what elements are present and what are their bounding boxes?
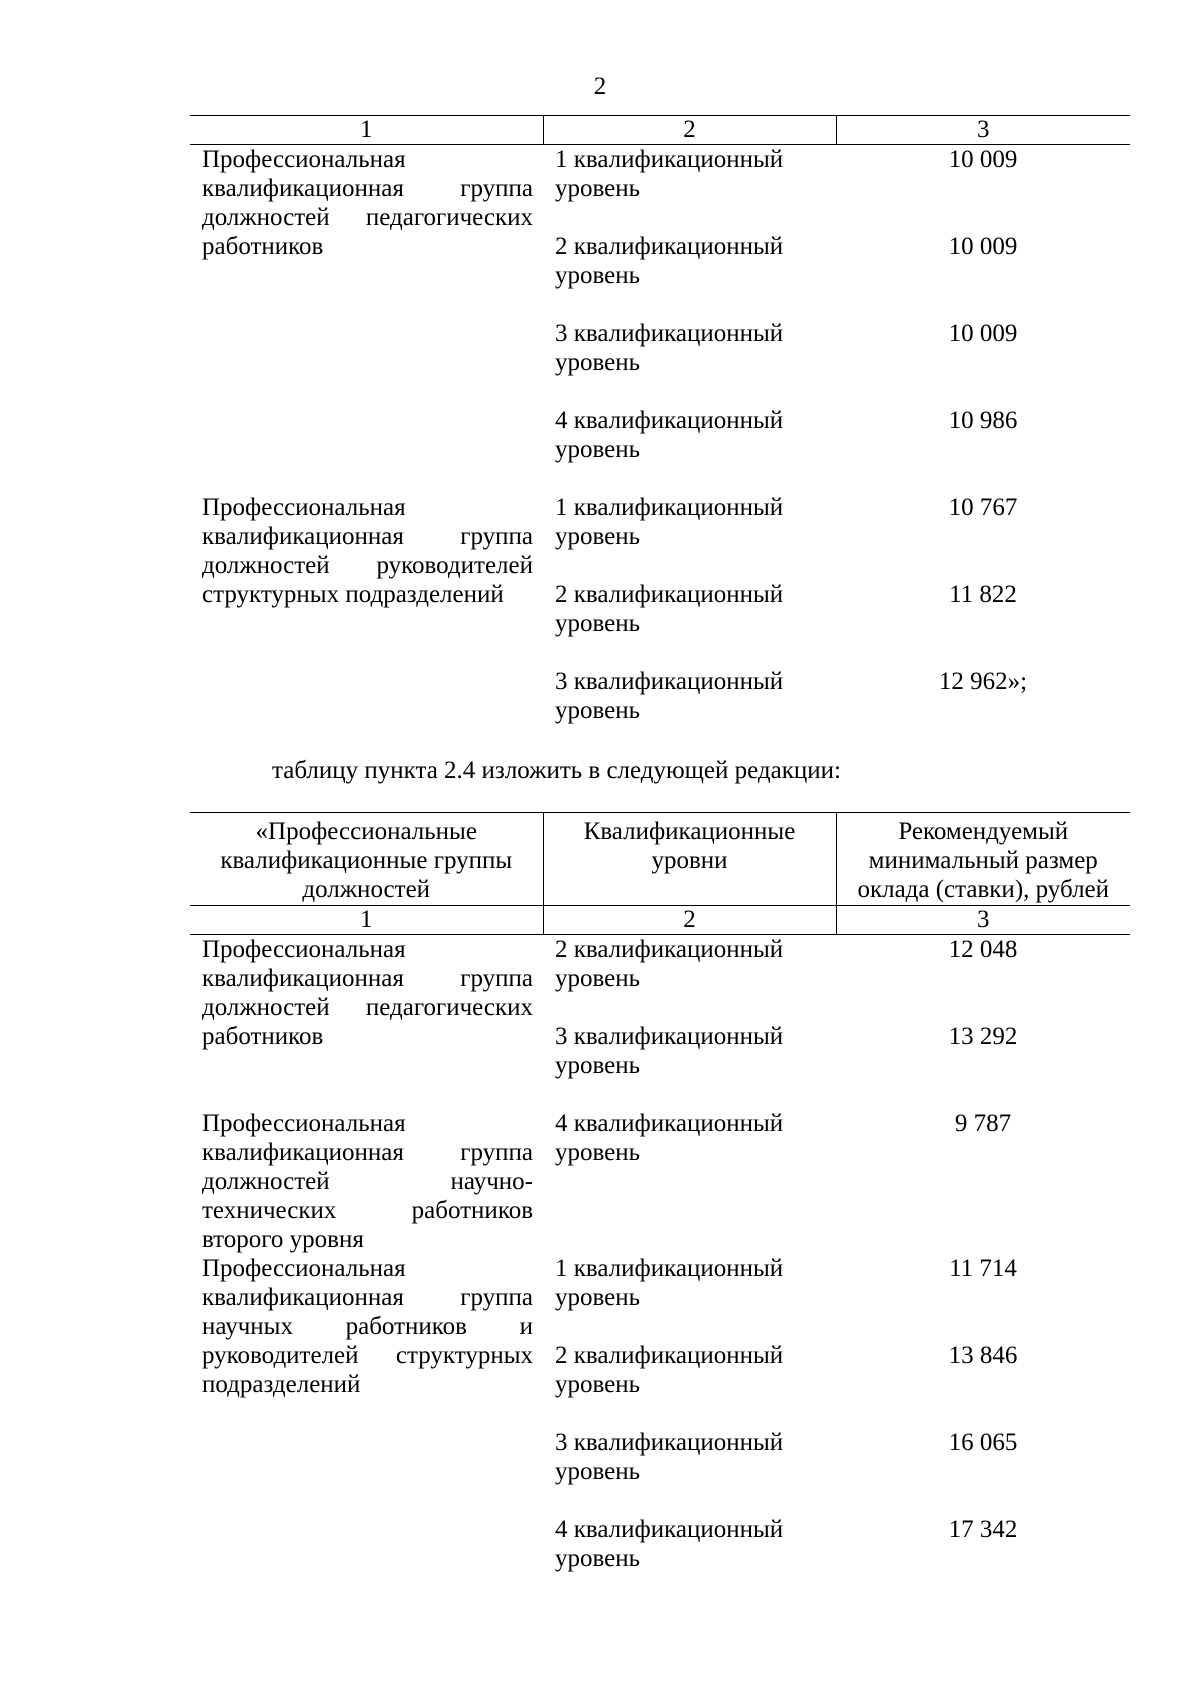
level-cell: 2 квалификационный уровень [555,581,784,637]
level-cell: 1 квалификационный уровень [555,1255,784,1311]
group-name-cell: Профессиональная квалификационная группа должностей научно-технических работников второго уровня [202,1110,533,1253]
salary-value-cell: 13 292 [948,1023,1018,1050]
column-number-row [190,906,1130,935]
intro-paragraph: таблицу пункта 2.4 изложить в следующей редакции: [272,757,841,784]
header-cell-salary: Рекомендуемый минимальный размер оклада (ставки), рублей [836,813,1130,906]
table-row [190,1109,1130,1254]
salary-value-cell: 11 714 [949,1255,1017,1282]
level-cell: 2 квалификационный уровень [555,1342,784,1398]
column-number: 1 [190,116,543,145]
level-cell: 3 квалификационный уровень [555,1429,784,1485]
table-row [190,935,1130,1023]
column-number-row [190,116,1130,145]
header-cell-groups: «Профессиональные квалификационные группы должностей [190,813,543,906]
salary-value-cell: 9 787 [954,1110,1012,1137]
header-cell-levels: Квалификационные уровни [543,813,836,906]
group-name-cell: Профессиональная квалификационная группа должностей педагогических работников [202,936,533,1050]
salary-value-cell: 12 962»; [938,668,1028,695]
salary-value-cell: 12 048 [948,936,1018,963]
level-cell: 2 квалификационный уровень [555,233,784,289]
salary-value-cell: 16 065 [948,1429,1018,1456]
level-cell: 4 квалификационный уровень [555,1516,784,1572]
salary-value-cell: 10 009 [948,320,1018,347]
level-cell: 4 квалификационный уровень [555,407,784,463]
column-number: 3 [836,116,1130,145]
salary-value-cell: 10 767 [948,494,1018,521]
column-number: 3 [836,906,1130,935]
level-cell: 1 квалификационный уровень [555,494,784,550]
level-cell: 3 квалификационный уровень [555,1023,784,1079]
page-number: 2 [593,73,607,100]
table-row [190,145,1130,233]
salary-value-cell: 13 846 [948,1342,1018,1369]
level-cell: 4 квалификационный уровень [555,1110,784,1166]
salary-value-cell: 17 342 [948,1516,1018,1543]
level-cell: 1 квалификационный уровень [555,146,784,202]
salary-value-cell: 10 009 [948,146,1018,173]
salary-value-cell: 10 009 [948,233,1018,260]
column-number: 1 [190,906,543,935]
salary-value-cell: 11 822 [949,581,1017,608]
salary-table-2 [190,812,1130,1602]
salary-table-1 [190,115,1130,754]
header-row [190,813,1130,906]
level-cell: 3 квалификационный уровень [555,668,784,724]
table-row [190,1254,1130,1341]
column-number: 2 [543,906,836,935]
group-name-cell: Профессиональная квалификационная группа научных работников и руководителей структурных подразделений [202,1255,533,1398]
table-row [190,493,1130,580]
salary-value-cell: 10 986 [948,407,1018,434]
column-number: 2 [543,116,836,145]
group-name-cell: Профессиональная квалификационная группа должностей педагогических работников [202,146,533,260]
level-cell: 2 квалификационный уровень [555,936,784,992]
group-name-cell: Профессиональная квалификационная группа должностей руководителей структурных подразделений [202,494,533,608]
level-cell: 3 квалификационный уровень [555,320,784,376]
